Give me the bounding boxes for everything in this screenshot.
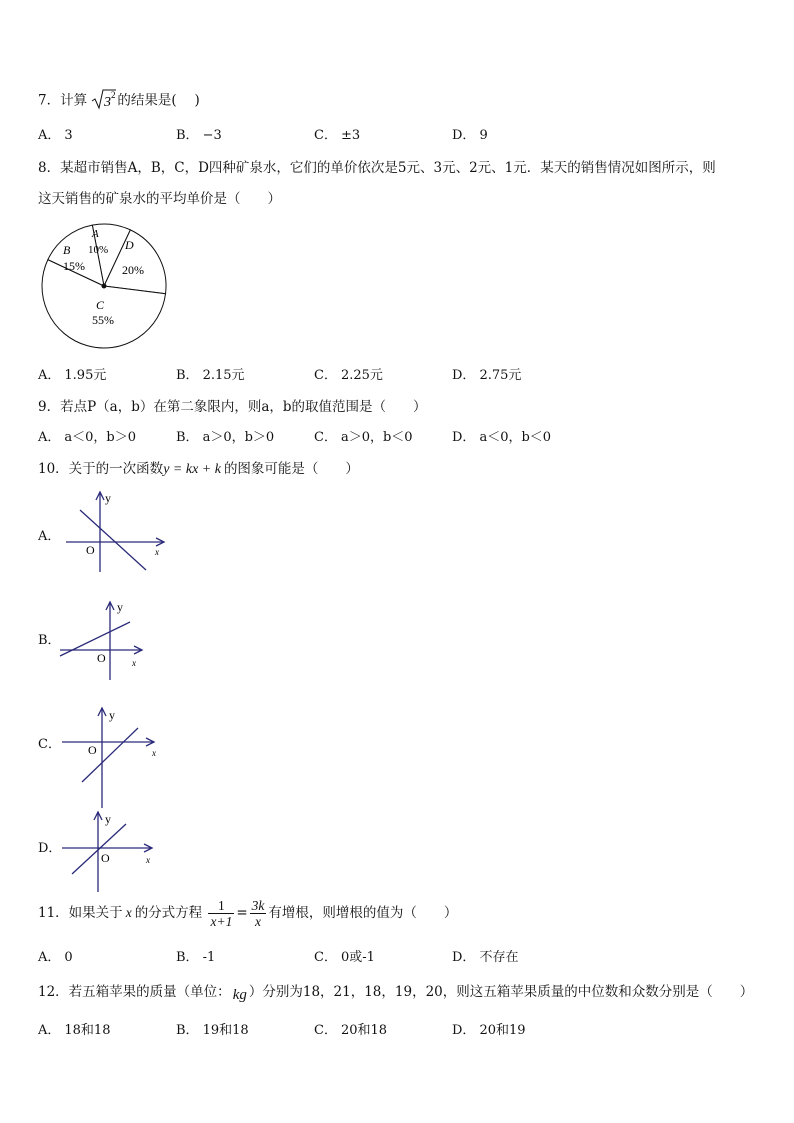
- option-text: 2.75元: [479, 368, 522, 383]
- option-text: 20和19: [479, 1023, 526, 1038]
- fraction-2-denominator: x: [255, 914, 262, 929]
- option-label: A．: [38, 950, 61, 965]
- q8-text-line-2: 这天销售的矿泉水的平均单价是（ ）: [38, 191, 281, 207]
- pie-center-dot: [102, 284, 107, 289]
- q10-formula: y = kx + k: [163, 462, 221, 477]
- equals-sign: =: [236, 905, 248, 921]
- q9-option-c[interactable]: [314, 426, 413, 445]
- origin-label: O: [97, 651, 106, 665]
- question-7: [38, 88, 200, 114]
- slice-label-b: B: [63, 243, 71, 257]
- option-text: 3: [64, 128, 73, 143]
- q12-option-b[interactable]: [176, 1019, 249, 1038]
- q8-option-d[interactable]: [452, 364, 521, 383]
- option-label: B．: [176, 128, 199, 143]
- option-label: C．: [314, 950, 337, 965]
- q9-option-b[interactable]: [176, 426, 274, 445]
- q10-graph-b[interactable]: [56, 598, 156, 684]
- option-label: C．: [314, 1023, 337, 1038]
- q10-text: [38, 457, 359, 478]
- radical-sign-icon: [91, 88, 117, 110]
- option-text: 不存在: [479, 950, 519, 965]
- q12-option-a[interactable]: [38, 1019, 110, 1038]
- option-text: a＜0，b＞0: [64, 430, 137, 445]
- q10-graph-a[interactable]: [60, 488, 170, 578]
- q8-option-a[interactable]: [38, 364, 106, 383]
- fraction-1-numerator: 1: [208, 898, 234, 914]
- option-label: D．: [452, 1023, 476, 1038]
- function-line: [80, 510, 146, 570]
- q11-option-c[interactable]: [314, 946, 375, 965]
- q10-prefix: 10．关于的一次函数: [38, 461, 164, 477]
- option-text: 18和18: [64, 1023, 111, 1038]
- q8-option-b[interactable]: [176, 364, 245, 383]
- option-text: 2.25元: [340, 368, 383, 383]
- option-text: 9: [479, 128, 488, 143]
- option-label: D．: [452, 128, 476, 143]
- q7-option-d[interactable]: [452, 124, 488, 143]
- function-line: [72, 824, 126, 874]
- option-label: A．: [38, 368, 61, 383]
- q11-prefix: 11．如果关于: [38, 905, 123, 921]
- option-label: C．: [314, 430, 337, 445]
- option-text: 19和18: [202, 1023, 249, 1038]
- option-label: B．: [176, 368, 199, 383]
- option-text: -1: [202, 950, 216, 965]
- q11-option-d[interactable]: [452, 946, 518, 965]
- slice-label-d: D: [125, 238, 134, 252]
- y-label: y: [117, 600, 123, 614]
- q7-option-c[interactable]: [314, 124, 360, 143]
- option-text: −3: [202, 128, 222, 143]
- q11-suffix: 有增根，则增根的值为（ ）: [268, 905, 458, 921]
- option-text: ±3: [340, 128, 361, 143]
- q10-option-b-label[interactable]: B．: [38, 633, 61, 648]
- q10-option-d-label[interactable]: D．: [38, 841, 62, 856]
- origin-label: O: [86, 543, 95, 557]
- option-label: B．: [176, 430, 199, 445]
- pie-chart: [36, 216, 176, 356]
- slice-value-c: 55%: [92, 313, 114, 327]
- x-label: x: [155, 547, 159, 557]
- q11-variable: x: [125, 905, 132, 920]
- origin-label: O: [101, 851, 110, 865]
- q11-option-a[interactable]: [38, 946, 73, 965]
- option-text: 1.95元: [64, 368, 107, 383]
- q12-suffix: ）分别为18，21，18，19，20，则这五箱苹果质量的中位数和众数分别是（ ）: [248, 984, 754, 1000]
- option-label: A．: [38, 1023, 61, 1038]
- y-label: y: [105, 812, 111, 826]
- q7-prefix: 计算: [60, 92, 88, 109]
- option-label: B．: [176, 950, 199, 965]
- q9-option-a[interactable]: [38, 426, 136, 445]
- origin-label: O: [88, 743, 97, 757]
- q8-text-line-1: 8．某超市销售A，B，C，D四种矿泉水，它们的单价依次是5元、3元、2元、1元．某天的销售情况如图所示，则: [38, 160, 716, 176]
- option-label: A．: [38, 430, 61, 445]
- radicand: 3: [104, 95, 112, 110]
- q12-option-c[interactable]: [314, 1019, 387, 1038]
- q10-option-a-label[interactable]: A．: [38, 529, 61, 544]
- x-label: x: [152, 748, 156, 758]
- slice-value-d: 20%: [122, 263, 144, 277]
- option-text: 20和18: [340, 1023, 388, 1038]
- q12-unit: kg: [232, 987, 247, 1003]
- option-text: 0或-1: [340, 950, 375, 965]
- q10-suffix: 的图象可能是（ ）: [223, 461, 359, 477]
- option-label: C．: [314, 368, 337, 383]
- option-label: D．: [452, 430, 476, 445]
- fraction-2-numerator: 3k: [251, 898, 265, 913]
- q7-suffix: 的结果是( ): [117, 92, 200, 109]
- q12-text: [38, 980, 753, 1001]
- exponent: 2: [111, 90, 116, 100]
- option-label: D．: [452, 368, 476, 383]
- q7-number: 7．: [38, 92, 61, 109]
- fraction-2: [250, 898, 267, 929]
- q8-option-c[interactable]: [314, 364, 383, 383]
- q11-middle: 的分式方程: [134, 905, 203, 921]
- x-label: x: [146, 855, 150, 865]
- q12-option-d[interactable]: [452, 1019, 526, 1038]
- q9-option-d[interactable]: [452, 426, 551, 445]
- slice-label-c: C: [96, 298, 105, 312]
- sqrt-expression: [91, 88, 117, 114]
- fraction-1-denominator: x+1: [210, 914, 233, 929]
- option-text: 0: [64, 950, 73, 965]
- y-label: y: [109, 708, 115, 722]
- option-label: C．: [314, 128, 337, 143]
- q9-text: 9．若点P（a，b）在第二象限内，则a，b的取值范围是（ ）: [38, 399, 427, 415]
- function-line: [60, 622, 130, 656]
- x-label: x: [132, 658, 136, 668]
- q12-prefix: 12．若五箱苹果的质量（单位：: [38, 984, 231, 1000]
- option-text: 2.15元: [202, 368, 245, 383]
- q7-option-a[interactable]: [38, 124, 73, 143]
- option-text: a＞0，b＞0: [202, 430, 275, 445]
- q10-graph-c[interactable]: [58, 704, 168, 812]
- q10-graph-d[interactable]: [58, 808, 168, 894]
- slice-label-a: A: [92, 228, 99, 240]
- q10-option-c-label[interactable]: C．: [38, 737, 61, 752]
- option-label: A．: [38, 128, 61, 143]
- option-label: B．: [176, 1023, 199, 1038]
- slice-value-a: 10%: [88, 244, 109, 256]
- option-label: D．: [452, 950, 476, 965]
- y-label: y: [105, 491, 111, 505]
- slice-value-b: 15%: [63, 259, 85, 273]
- option-text: a＜0，b＜0: [479, 430, 552, 445]
- q11-text: [38, 898, 457, 929]
- option-text: a＞0，b＜0: [340, 430, 413, 445]
- fraction-1: [208, 898, 234, 929]
- q11-option-b[interactable]: [176, 946, 215, 965]
- q7-option-b[interactable]: [176, 124, 222, 143]
